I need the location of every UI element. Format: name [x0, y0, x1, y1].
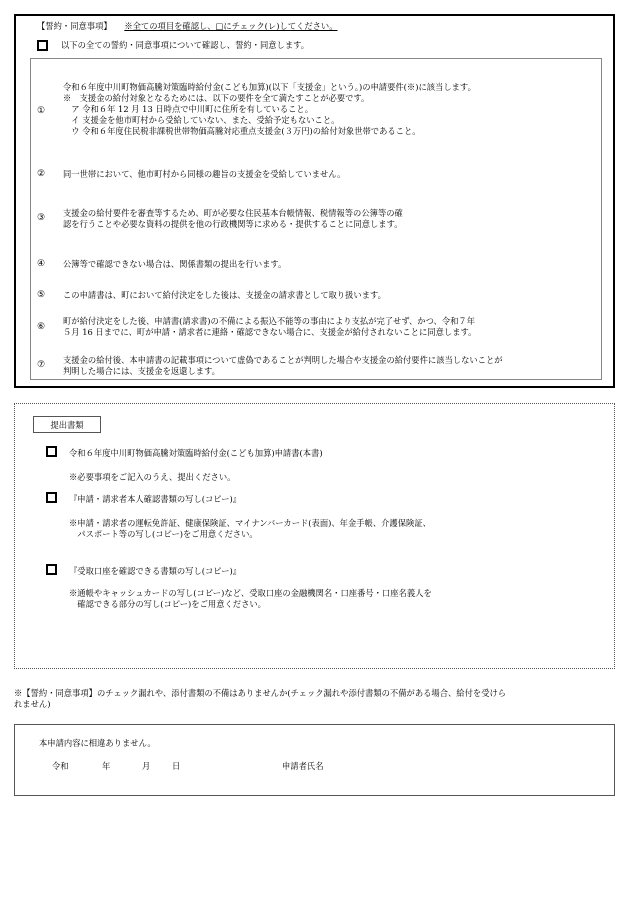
consent-header: [37, 21, 338, 32]
note-line: 確認できる部分の写し(コピー)をご用意ください。: [69, 599, 266, 609]
item-5-text: この申請書は、町において給付決定をした後は、支援金の請求書として取り扱います。: [63, 290, 386, 300]
documents-label: 提出書類: [33, 416, 101, 433]
date-month: 月: [142, 761, 151, 771]
document-note: [69, 518, 431, 540]
date-year: 年: [102, 761, 111, 771]
date-era: 令和: [52, 761, 69, 771]
item-1-text: [63, 82, 476, 137]
document-checkbox[interactable]: [46, 492, 57, 503]
item-4-text: 公簿等で確認できない場合は、関係書類の提出を行います。: [63, 259, 287, 269]
note-line: ※通帳やキャッシュカードの写し(コピー)など、受取口座の金融機関名・口座番号・口座名義人を: [69, 588, 432, 598]
document-title: 令和６年度中川町物価高騰対策臨時給付金(こども加算)申請書(本書): [69, 448, 323, 458]
consent-header-title: 【誓約・同意事項】: [37, 21, 112, 31]
document-note: [69, 588, 432, 610]
item-line: ※ 支援金の給付対象となるためには、以下の要件を全て満たすことが必要です。: [63, 93, 370, 103]
item-line: 支援金の給付後、本申請書の記載事項について虚偽であることが判明した場合や支援金の給付要件に該当しないことが: [63, 355, 503, 365]
item-line: 判明した場合には、支援金を返還します。: [63, 366, 220, 376]
item-number: ⑦: [37, 360, 46, 370]
item-line: ５月 16 日までに、町が申請・請求者に連絡・確認できない場合に、支援金が給付されないことに同意します。: [63, 327, 477, 337]
document-title: 『受取口座を確認できる書類の写し(コピー)』: [69, 566, 242, 576]
document-note: ※必要事項をご記入のうえ、提出ください。: [69, 472, 236, 482]
item-line: ア 令和６年 12 月 13 日時点で中川町に住所を有していること。: [63, 104, 314, 114]
document-checkbox[interactable]: [46, 446, 57, 457]
item-line: 認を行うことや必要な資料の提供を他の行政機関等に求める・提供することに同意します。: [63, 219, 403, 229]
item-number: ①: [37, 106, 46, 116]
document-checkbox[interactable]: [46, 564, 57, 575]
consent-header-instruction: ※全ての項目を確認し、□にチェック(レ)してください。: [124, 21, 338, 31]
item-number: ④: [37, 259, 46, 269]
item-line: 支援金の給付要件を審査等するため、町が必要な住民基本台帳情報、税情報等の公簿等の確: [63, 208, 403, 218]
item-6-text: [63, 316, 476, 338]
document-title: 『申請・請求者本人確認書類の写し(コピー)』: [69, 494, 242, 504]
signature-statement: 本申請内容に相違ありません。: [39, 738, 156, 748]
warning-line: れません): [14, 699, 51, 709]
note-line: パスポート等の写し(コピー)をご用意ください。: [69, 529, 258, 539]
warning-line: ※【誓約・同意事項】のチェック漏れや、添付書類の不備はありませんか(チェック漏れや添付書類の不備がある場合、給付を受けら: [14, 688, 507, 698]
item-number: ③: [37, 213, 46, 223]
item-number: ⑤: [37, 290, 46, 300]
agree-all-checkbox[interactable]: [37, 40, 48, 51]
item-2-text: 同一世帯において、他市町村から同様の趣旨の支援金を受給していません。: [63, 169, 346, 179]
item-line: イ 支援金を他市町村から受給していない、また、受給予定もないこと。: [63, 115, 340, 125]
agree-all-label: 以下の全ての誓約・同意事項について確認し、誓約・同意します。: [61, 40, 310, 50]
item-line: ウ 令和６年度住民税非課税世帯物価高騰対応重点支援金(３万円)の給付対象世帯であること。: [63, 126, 421, 136]
item-line: 町が給付決定をした後、申請書(請求書)の不備による振込不能等の事由により支払が完了せず、かつ、令和７年: [63, 316, 476, 326]
signature-box: [14, 724, 615, 796]
warning-text: [14, 688, 506, 710]
note-line: ※申請・請求者の運転免許証、健康保険証、マイナンバーカード(表面)、年金手帳、介護保険証、: [69, 518, 431, 528]
item-line: 令和６年度中川町物価高騰対策臨時給付金(こども加算)(以下「支援金」という。)の申請要件(※)に該当します。: [63, 82, 476, 92]
item-number: ⑥: [37, 322, 46, 332]
date-day: 日: [172, 761, 181, 771]
item-7-text: [63, 355, 503, 377]
item-3-text: [63, 208, 403, 230]
applicant-name-label: 申請者氏名: [282, 761, 324, 771]
item-number: ②: [37, 169, 46, 179]
